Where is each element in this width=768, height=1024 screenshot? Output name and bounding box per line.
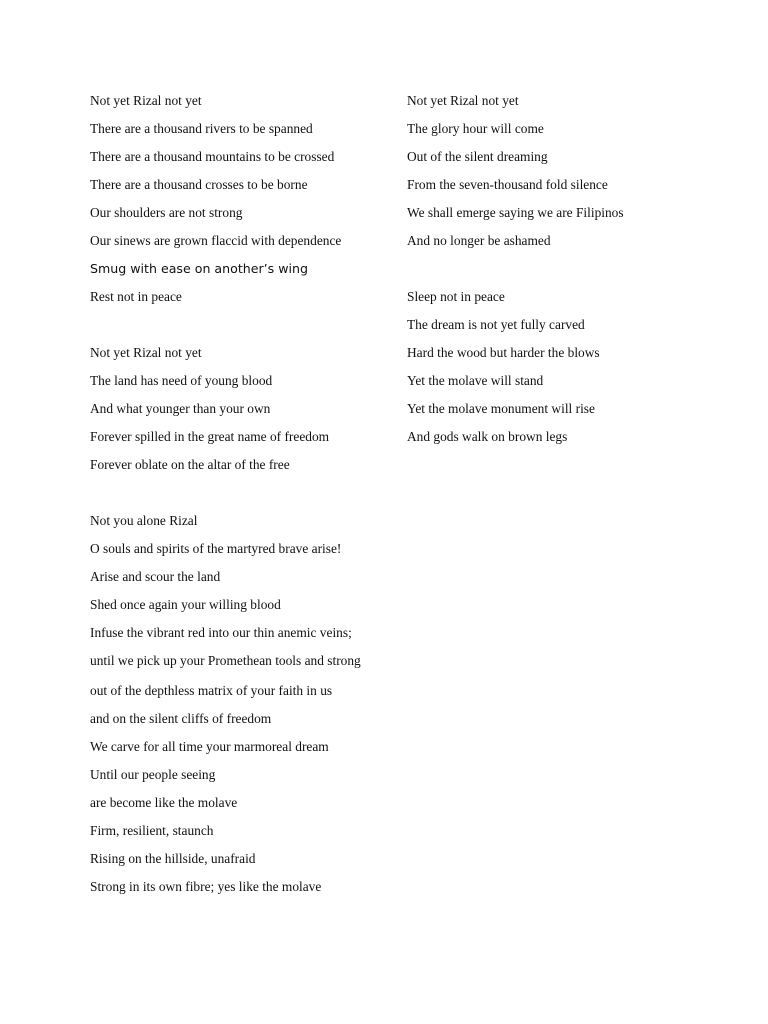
poem-line: Forever oblate on the altar of the free: [90, 457, 290, 472]
poem-line: From the seven-thousand fold silence: [407, 177, 608, 192]
poem-line: out of the depthless matrix of your faith in us: [90, 683, 333, 698]
poem-line: Our shoulders are not strong: [90, 205, 243, 220]
poem-line: Sleep not in peace: [407, 289, 505, 304]
poem-line: Arise and scour the land: [90, 569, 221, 584]
poem-line: We shall emerge saying we are Filipinos: [407, 205, 624, 220]
poem-line: And gods walk on brown legs: [407, 429, 568, 444]
poem-line: Rest not in peace: [90, 289, 182, 304]
stanza-break: [407, 258, 707, 286]
poem-line: The glory hour will come: [407, 121, 544, 136]
poem-line: Our sinews are grown flaccid with dependence: [90, 233, 342, 248]
poem-line: are become like the molave: [90, 795, 238, 810]
poem-line: Until our people seeing: [90, 767, 216, 782]
poem-line: O souls and spirits of the martyred brave arise!: [90, 541, 342, 556]
poem-line: Infuse the vibrant red into our thin anemic veins;: [90, 625, 352, 640]
poem-line: Firm, resilient, staunch: [90, 823, 214, 838]
poem-line: Not you alone Rizal: [90, 513, 198, 528]
poem-line: Forever spilled in the great name of freedom: [90, 429, 330, 444]
poem-line: Rising on the hillside, unafraid: [90, 851, 256, 866]
stanza-right-1: [407, 90, 707, 249]
poem-line: And what younger than your own: [90, 401, 271, 416]
poem-line: And no longer be ashamed: [407, 233, 551, 248]
stanza-break: [90, 482, 370, 510]
left-column: [90, 90, 370, 904]
poem-line: Not yet Rizal not yet: [407, 93, 519, 108]
poem-line: There are a thousand crosses to be borne: [90, 177, 308, 192]
poem-line: Strong in its own fibre; yes like the molave: [90, 879, 322, 894]
stanza-left-3: [90, 510, 370, 895]
stanza-left-2: [90, 342, 370, 473]
poem-line: Smug with ease on another’s wing: [90, 261, 309, 276]
poem-line: There are a thousand rivers to be spanned: [90, 121, 313, 136]
poem-line: Shed once again your willing blood: [90, 597, 281, 612]
stanza-left-1: [90, 90, 370, 305]
poem-line: Not yet Rizal not yet: [90, 345, 202, 360]
poem-line: The dream is not yet fully carved: [407, 317, 585, 332]
stanza-right-2: [407, 286, 707, 445]
poem-line: The land has need of young blood: [90, 373, 273, 388]
poem-line: Not yet Rizal not yet: [90, 93, 202, 108]
poem-line: There are a thousand mountains to be crossed: [90, 149, 335, 164]
stanza-break: [90, 314, 370, 342]
poem-line: Yet the molave will stand: [407, 373, 544, 388]
poem-line: Yet the molave monument will rise: [407, 401, 595, 416]
poem-line: until we pick up your Promethean tools and strong: [90, 653, 361, 668]
poem-line: We carve for all time your marmoreal dream: [90, 739, 329, 754]
poem-line: Out of the silent dreaming: [407, 149, 548, 164]
right-column: [407, 90, 707, 454]
poem-line: Hard the wood but harder the blows: [407, 345, 600, 360]
poem-line: and on the silent cliffs of freedom: [90, 711, 272, 726]
